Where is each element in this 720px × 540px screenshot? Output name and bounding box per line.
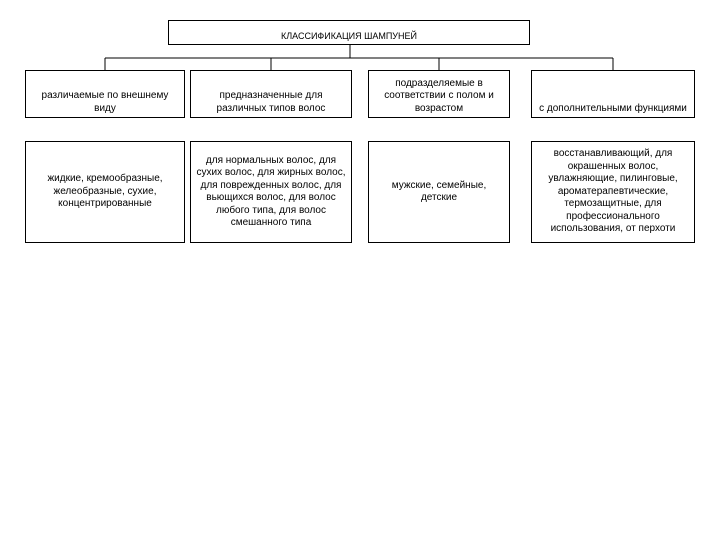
category-box-appearance [25,70,185,118]
category-label: подразделяемые в соответствии с полом и возрастом [384,77,494,114]
detail-text: жидкие, кремообразные, желеобразные, сухие, концентрированные [47,173,163,210]
category-label: предназначенные для различных типов волос [216,90,326,114]
category-box-extra-functions [531,70,695,118]
detail-text: мужские, семейные, детские [391,179,487,203]
category-box-hair-types [190,70,352,118]
detail-text: для нормальных волос, для сухих волос, для жирных волос, для поврежденных волос, для вьющихся волос, для волос любого типа, для волос смешанного типа [196,154,346,228]
detail-box-appearance [25,141,185,243]
detail-box-hair-types [190,141,352,243]
detail-box-extra-functions [531,141,695,243]
detail-text: восстанавливающий, для окрашенных волос, увлажняющие, пилинговые, ароматерапевтические, термозащитные, для профессионального использования, от перхоти [548,148,678,235]
root-box [168,20,530,45]
detail-box-gender-age [368,141,510,243]
category-box-gender-age [368,70,510,118]
category-label: с дополнительными функциями [539,102,687,114]
category-label: различаемые по внешнему виду [41,90,169,114]
root-title: КЛАССИФИКАЦИЯ ШАМПУНЕЙ [280,30,417,41]
